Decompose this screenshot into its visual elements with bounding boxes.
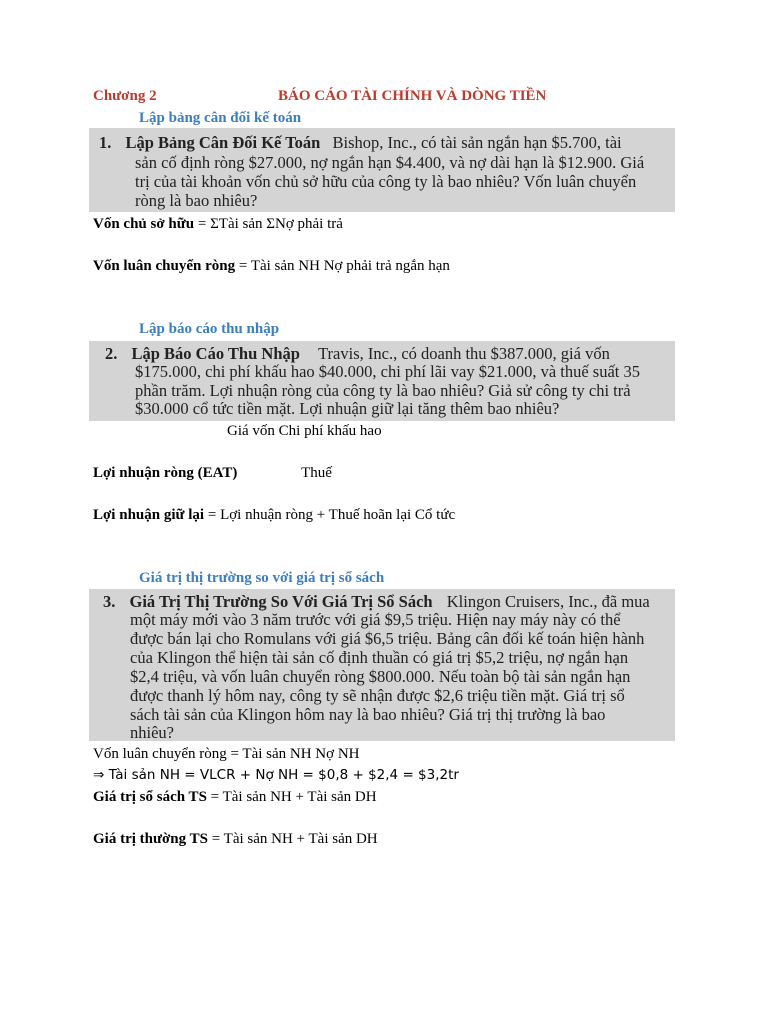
problem-box-3 <box>89 589 675 741</box>
problem-number: 3. <box>103 592 116 611</box>
chapter-label: Chương 2 <box>93 88 157 104</box>
answer-nwc-formula: Vốn luân chuyển ròng = Tài sản NH Nợ NH <box>93 746 360 762</box>
section-heading-balance-sheet: Lập bảng cân đối kế toán <box>139 110 302 126</box>
document-title: BÁO CÁO TÀI CHÍNH VÀ DÒNG TIỀN <box>278 88 547 104</box>
problem-text-line: $175.000, chi phí khấu hao $40.000, chi phí lãi vay $21.000, và thuế suất 35 <box>135 362 641 381</box>
problem-text-line: sản cố định ròng $27.000, nợ ngắn hạn $4.400, và nợ dài hạn là $12.900. Giá <box>135 153 645 172</box>
problem-text-line: được bán lại cho Romulans với giá $6,5 triệu. Bảng cân đối kế toán hiện hành <box>130 629 645 648</box>
problem-text-line: của Klingon thể hiện tài sản cố định thuần có giá trị $5,2 triệu, nợ ngắn hạn <box>130 648 629 667</box>
answer-current-assets-calc: ⇒ Tài sản NH = VLCR + Nợ NH = $0,8 + $2,4 = $3,2tr <box>93 767 459 783</box>
problem-number: 1. <box>99 133 112 152</box>
problem-title: Lập Báo Cáo Thu Nhập <box>131 344 300 363</box>
problem-text-line: Klingon Cruisers, Inc., đã mua <box>446 592 650 611</box>
problem-text-line: được thanh lý hôm nay, công ty sẽ nhận được $2,6 triệu tiền mặt. Giá trị sổ <box>130 686 625 705</box>
answer-cost-depreciation: Giá vốn Chi phí khấu hao <box>227 423 382 439</box>
problem-text-line: trị của tài khoản vốn chủ sở hữu của công ty là bao nhiêu? Vốn luân chuyển <box>135 172 637 191</box>
answer-retained-earnings: Lợi nhuận giữ lại = Lợi nhuận ròng + Thuế hoãn lại Cổ tức <box>93 507 456 523</box>
problem-text-line: ròng là bao nhiêu? <box>135 191 258 210</box>
problem-box-1 <box>89 128 675 212</box>
problem-text-line: một máy mới vào 3 năm trước với giá $9,5 triệu. Hiện nay máy này có thể <box>130 610 621 629</box>
problem-title: Lập Bảng Cân Đối Kế Toán <box>125 133 321 152</box>
answer-net-income: Lợi nhuận ròng (EAT) Thuế <box>93 465 332 481</box>
problem-text-line: Travis, Inc., có doanh thu $387.000, giá vốn <box>318 344 610 363</box>
problem-text-line: nhiêu? <box>130 723 174 742</box>
problem-box-2 <box>89 341 675 421</box>
problem-text-line: phần trăm. Lợi nhuận ròng của công ty là bao nhiêu? Giả sử công ty chi trả <box>135 381 631 400</box>
problem-title: Giá Trị Thị Trường So Với Giá Trị Sổ Sách <box>129 592 433 611</box>
answer-net-working-capital: Vốn luân chuyển ròng = Tài sản NH Nợ phải trả ngắn hạn <box>93 258 450 274</box>
answer-book-value: Giá trị sổ sách TS = Tài sản NH + Tài sản DH <box>93 789 377 805</box>
problem-text-line: $30.000 cổ tức tiền mặt. Lợi nhuận giữ lại tăng thêm bao nhiêu? <box>135 399 560 418</box>
answer-equity: Vốn chủ sở hữu = ΣTài sản ΣNợ phải trả <box>93 216 343 232</box>
section-heading-income-statement: Lập báo cáo thu nhập <box>139 321 280 337</box>
problem-number: 2. <box>105 344 118 363</box>
problem-text-line: sách tài sản của Klingon hôm nay là bao nhiêu? Giá trị thị trường là bao <box>130 705 606 724</box>
answer-market-value: Giá trị thường TS = Tài sản NH + Tài sản DH <box>93 831 378 847</box>
problem-text-line: $2,4 triệu, và vốn luân chuyển ròng $800.000. Nếu toàn bộ tài sản ngắn hạn <box>130 667 631 686</box>
problem-text-line: Bishop, Inc., có tài sản ngắn hạn $5.700, tài <box>332 133 622 152</box>
section-heading-market-vs-book: Giá trị thị trường so với giá trị sổ sách <box>139 570 385 586</box>
